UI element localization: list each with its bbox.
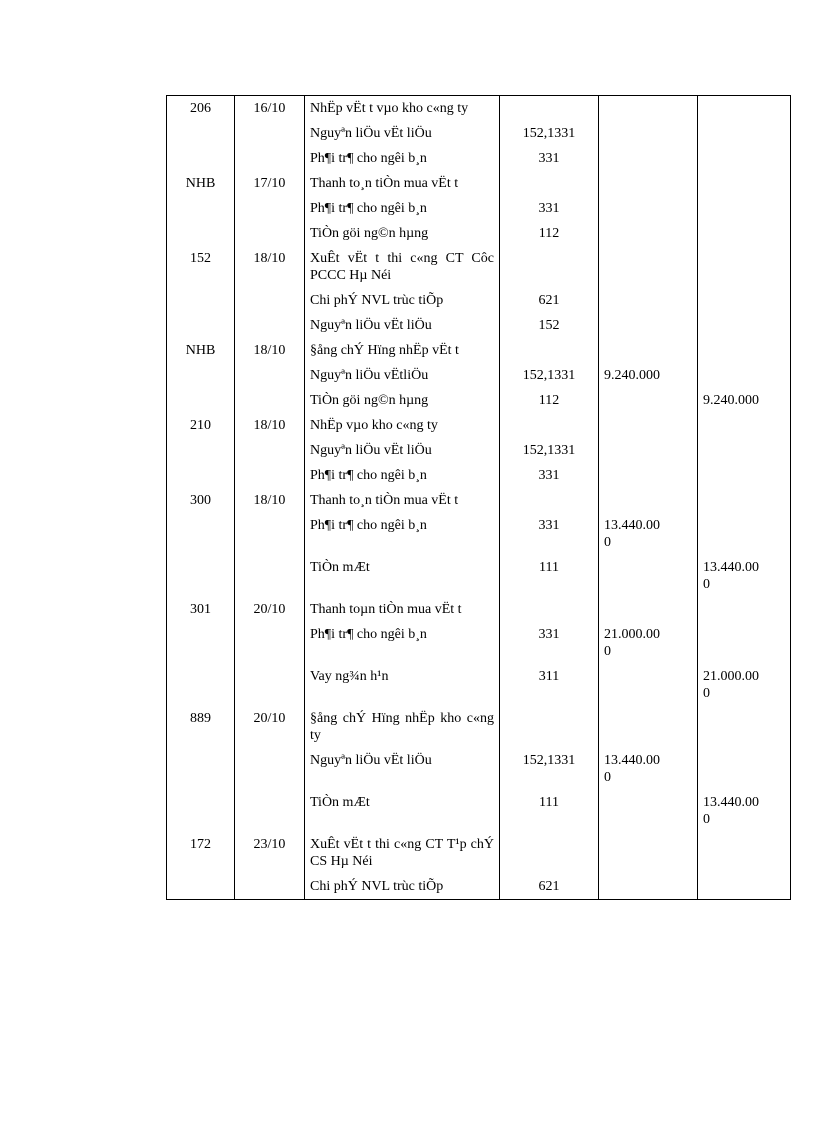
description-cell: Ph¶i tr¶ cho ngêi b¸n	[305, 622, 500, 664]
account-code-cell: 331	[500, 196, 599, 221]
voucher-date-cell	[235, 388, 305, 413]
table-row	[167, 146, 791, 171]
account-code-cell: 111	[500, 790, 599, 832]
table-row	[167, 438, 791, 463]
account-code-cell	[500, 246, 599, 288]
table-row	[167, 96, 791, 122]
voucher-date-cell: 18/10	[235, 488, 305, 513]
credit-amount-cell	[698, 513, 791, 555]
debit-amount-cell	[599, 96, 698, 122]
table-row	[167, 313, 791, 338]
debit-amount-cell	[599, 463, 698, 488]
voucher-number-cell	[167, 221, 235, 246]
credit-amount-cell	[698, 597, 791, 622]
voucher-date-cell	[235, 221, 305, 246]
table-row	[167, 790, 791, 832]
voucher-date-cell: 20/10	[235, 706, 305, 748]
voucher-date-cell	[235, 438, 305, 463]
debit-amount-cell	[599, 874, 698, 900]
debit-amount-line: 0	[604, 770, 611, 785]
debit-amount-cell	[599, 748, 698, 790]
account-code-cell	[500, 413, 599, 438]
credit-amount-cell	[698, 438, 791, 463]
description-cell: Nguyªn liÖu vËt liÖu	[305, 313, 500, 338]
account-code-cell: 152,1331	[500, 363, 599, 388]
credit-amount-cell	[698, 388, 791, 413]
voucher-date-cell: 16/10	[235, 96, 305, 122]
debit-amount-cell	[599, 706, 698, 748]
credit-amount-line: 13.440.00	[703, 560, 759, 575]
voucher-number-cell	[167, 622, 235, 664]
account-code-cell: 331	[500, 513, 599, 555]
account-code-cell: 112	[500, 388, 599, 413]
description-cell: Chi phÝ NVL trùc tiÕp	[305, 874, 500, 900]
credit-amount-line: 0	[703, 686, 710, 701]
debit-amount-line: 21.000.00	[604, 627, 660, 642]
voucher-number-cell: 152	[167, 246, 235, 288]
debit-amount-cell	[599, 121, 698, 146]
table-row	[167, 488, 791, 513]
account-code-cell	[500, 171, 599, 196]
account-code-cell: 621	[500, 288, 599, 313]
credit-amount-cell	[698, 196, 791, 221]
description-cell: Ph¶i tr¶ cho ngêi b¸n	[305, 146, 500, 171]
debit-amount-cell	[599, 597, 698, 622]
account-code-cell: 152,1331	[500, 748, 599, 790]
description-cell: Chi phÝ NVL trùc tiÕp	[305, 288, 500, 313]
credit-amount-cell	[698, 221, 791, 246]
voucher-date-cell	[235, 121, 305, 146]
credit-amount-cell	[698, 96, 791, 122]
account-code-cell	[500, 597, 599, 622]
voucher-number-cell	[167, 146, 235, 171]
credit-amount-cell	[698, 790, 791, 832]
voucher-number-cell	[167, 790, 235, 832]
voucher-number-cell	[167, 874, 235, 900]
account-code-cell: 311	[500, 664, 599, 706]
debit-amount-cell	[599, 338, 698, 363]
table-row	[167, 246, 791, 288]
description-cell: §ång chÝ Hïng nhËp vËt t	[305, 338, 500, 363]
credit-amount-cell	[698, 622, 791, 664]
ledger-table	[166, 95, 791, 900]
voucher-date-cell	[235, 513, 305, 555]
credit-amount-cell	[698, 706, 791, 748]
credit-amount-cell	[698, 555, 791, 597]
table-row	[167, 388, 791, 413]
debit-amount-cell	[599, 146, 698, 171]
table-row	[167, 413, 791, 438]
credit-amount-line: 13.440.00	[703, 795, 759, 810]
voucher-date-cell	[235, 288, 305, 313]
voucher-number-cell: 206	[167, 96, 235, 122]
table-row	[167, 221, 791, 246]
debit-amount-line: 0	[604, 644, 611, 659]
table-row	[167, 748, 791, 790]
credit-amount-cell	[698, 413, 791, 438]
voucher-date-cell	[235, 313, 305, 338]
debit-amount-line: 0	[604, 535, 611, 550]
voucher-date-cell: 17/10	[235, 171, 305, 196]
voucher-number-cell	[167, 463, 235, 488]
voucher-date-cell	[235, 664, 305, 706]
debit-amount-cell	[599, 288, 698, 313]
debit-amount-line: 13.440.00	[604, 753, 660, 768]
debit-amount-cell	[599, 313, 698, 338]
voucher-number-cell	[167, 121, 235, 146]
voucher-number-cell	[167, 388, 235, 413]
table-row	[167, 832, 791, 874]
credit-amount-cell	[698, 313, 791, 338]
description-cell: Vay ng¾n h¹n	[305, 664, 500, 706]
description-cell: Ph¶i tr¶ cho ngêi b¸n	[305, 196, 500, 221]
description-cell: §ång chÝ Hïng nhËp kho c«ng ty	[305, 706, 500, 748]
description-cell: XuÊt vËt t thi c«ng CT T¹p chÝ CS Hµ Néi	[305, 832, 500, 874]
table-row	[167, 664, 791, 706]
account-code-cell: 152,1331	[500, 121, 599, 146]
description-cell: TiÒn mÆt	[305, 555, 500, 597]
debit-amount-cell	[599, 513, 698, 555]
debit-amount-cell	[599, 246, 698, 288]
debit-amount-cell	[599, 555, 698, 597]
credit-amount-line: 0	[703, 812, 710, 827]
account-code-cell: 331	[500, 146, 599, 171]
account-code-cell	[500, 832, 599, 874]
table-row	[167, 874, 791, 900]
table-row	[167, 555, 791, 597]
voucher-date-cell	[235, 622, 305, 664]
debit-amount-cell	[599, 488, 698, 513]
debit-amount-cell	[599, 171, 698, 196]
table-row	[167, 363, 791, 388]
credit-amount-cell	[698, 146, 791, 171]
debit-amount-cell	[599, 388, 698, 413]
credit-amount-cell	[698, 338, 791, 363]
table-row	[167, 706, 791, 748]
credit-amount-cell	[698, 246, 791, 288]
debit-amount-cell	[599, 221, 698, 246]
credit-amount-line: 0	[703, 577, 710, 592]
voucher-number-cell: 889	[167, 706, 235, 748]
voucher-date-cell	[235, 363, 305, 388]
account-code-cell: 152	[500, 313, 599, 338]
voucher-date-cell: 18/10	[235, 246, 305, 288]
credit-amount-cell	[698, 664, 791, 706]
account-code-cell	[500, 338, 599, 363]
voucher-date-cell	[235, 463, 305, 488]
table-row	[167, 463, 791, 488]
account-code-cell	[500, 488, 599, 513]
voucher-number-cell	[167, 438, 235, 463]
description-cell: Nguyªn liÖu vËt liÖu	[305, 121, 500, 146]
table-row	[167, 121, 791, 146]
debit-amount-line: 13.440.00	[604, 518, 660, 533]
table-row	[167, 196, 791, 221]
account-code-cell	[500, 706, 599, 748]
voucher-number-cell: 301	[167, 597, 235, 622]
debit-amount-cell	[599, 790, 698, 832]
credit-amount-cell	[698, 288, 791, 313]
voucher-number-cell	[167, 513, 235, 555]
debit-amount-cell	[599, 363, 698, 388]
credit-amount-cell	[698, 363, 791, 388]
description-cell: TiÒn göi ng©n hµng	[305, 388, 500, 413]
description-cell: Nguyªn liÖu vËt liÖu	[305, 748, 500, 790]
account-code-cell: 112	[500, 221, 599, 246]
voucher-number-cell: 300	[167, 488, 235, 513]
table-row	[167, 288, 791, 313]
voucher-date-cell	[235, 748, 305, 790]
account-code-cell: 331	[500, 463, 599, 488]
debit-amount-cell	[599, 832, 698, 874]
description-cell: NhËp vËt t vµo kho c«ng ty	[305, 96, 500, 122]
voucher-number-cell: NHB	[167, 171, 235, 196]
description-cell: Nguyªn liÖu vËt liÖu	[305, 438, 500, 463]
voucher-date-cell	[235, 196, 305, 221]
credit-amount-cell	[698, 463, 791, 488]
voucher-date-cell	[235, 790, 305, 832]
debit-amount-cell	[599, 438, 698, 463]
debit-amount-cell	[599, 622, 698, 664]
description-cell: Thanh toµn tiÒn mua vËt t	[305, 597, 500, 622]
credit-amount-line: 21.000.00	[703, 669, 759, 684]
voucher-date-cell: 18/10	[235, 413, 305, 438]
voucher-number-cell	[167, 664, 235, 706]
voucher-date-cell: 20/10	[235, 597, 305, 622]
table-row	[167, 597, 791, 622]
description-cell: Nguyªn liÖu vËtliÖu	[305, 363, 500, 388]
account-code-cell: 152,1331	[500, 438, 599, 463]
table-row	[167, 171, 791, 196]
voucher-number-cell: 210	[167, 413, 235, 438]
credit-amount-cell	[698, 171, 791, 196]
voucher-date-cell: 23/10	[235, 832, 305, 874]
voucher-number-cell	[167, 363, 235, 388]
debit-amount-cell	[599, 413, 698, 438]
table-row	[167, 338, 791, 363]
voucher-date-cell	[235, 874, 305, 900]
voucher-number-cell: 172	[167, 832, 235, 874]
debit-amount-cell	[599, 664, 698, 706]
credit-amount-line: 9.240.000	[703, 393, 759, 408]
voucher-number-cell: NHB	[167, 338, 235, 363]
account-code-cell	[500, 96, 599, 122]
description-cell: XuÊt vËt t thi c«ng CT Côc PCCC Hµ Néi	[305, 246, 500, 288]
voucher-date-cell: 18/10	[235, 338, 305, 363]
credit-amount-cell	[698, 488, 791, 513]
credit-amount-cell	[698, 748, 791, 790]
voucher-number-cell	[167, 555, 235, 597]
table-row	[167, 622, 791, 664]
description-cell: TiÒn göi ng©n hµng	[305, 221, 500, 246]
debit-amount-line: 9.240.000	[604, 368, 660, 383]
ledger-body	[167, 96, 791, 900]
account-code-cell: 111	[500, 555, 599, 597]
description-cell: TiÒn mÆt	[305, 790, 500, 832]
description-cell: Thanh to¸n tiÒn mua vËt t	[305, 488, 500, 513]
debit-amount-cell	[599, 196, 698, 221]
description-cell: Thanh to¸n tiÒn mua vËt t	[305, 171, 500, 196]
voucher-date-cell	[235, 555, 305, 597]
voucher-number-cell	[167, 748, 235, 790]
credit-amount-cell	[698, 121, 791, 146]
account-code-cell: 621	[500, 874, 599, 900]
description-cell: NhËp vµo kho c«ng ty	[305, 413, 500, 438]
credit-amount-cell	[698, 832, 791, 874]
voucher-number-cell	[167, 196, 235, 221]
account-code-cell: 331	[500, 622, 599, 664]
voucher-number-cell	[167, 313, 235, 338]
voucher-date-cell	[235, 146, 305, 171]
voucher-number-cell	[167, 288, 235, 313]
table-row	[167, 513, 791, 555]
credit-amount-cell	[698, 874, 791, 900]
description-cell: Ph¶i tr¶ cho ngêi b¸n	[305, 513, 500, 555]
description-cell: Ph¶i tr¶ cho ngêi b¸n	[305, 463, 500, 488]
